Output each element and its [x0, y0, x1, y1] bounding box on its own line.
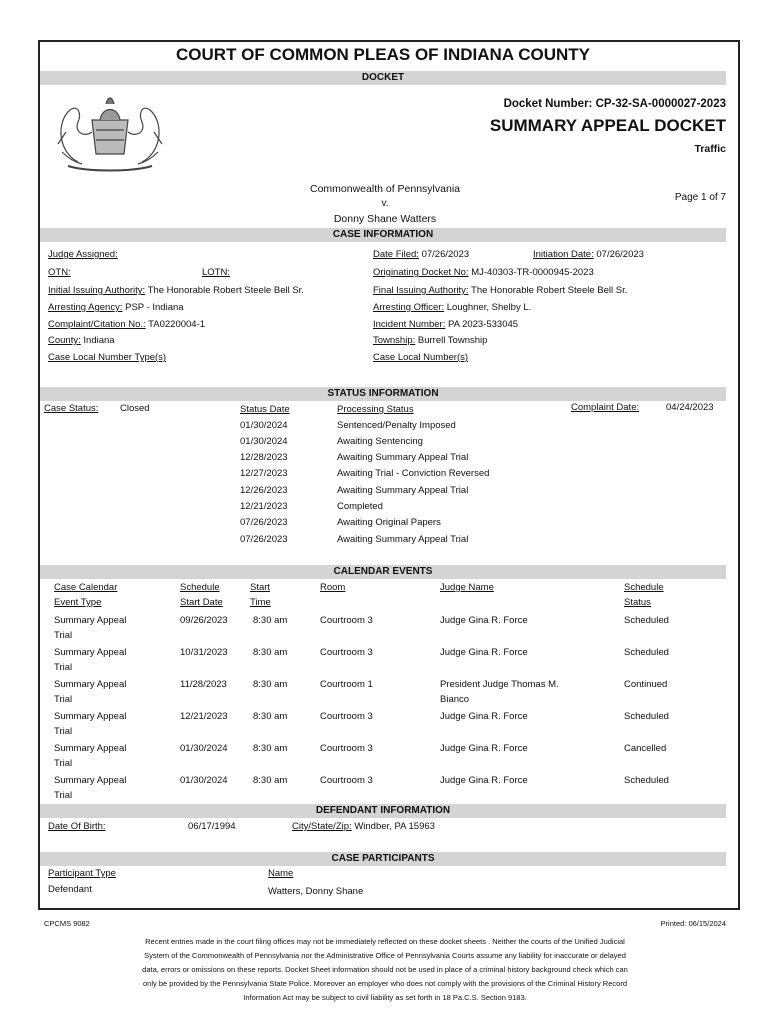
status-row: [337, 468, 489, 479]
status-row: [337, 436, 423, 447]
status-date: 01/30/2024: [240, 420, 288, 431]
status-row: [240, 420, 288, 431]
final-issuing-authority: [373, 285, 627, 296]
case-local-numbers-label: Case Local Number(s): [373, 352, 469, 363]
initiation-date-value: 07/26/2023: [596, 249, 644, 260]
event-date: 09/26/2023: [180, 615, 228, 626]
status-row: [240, 436, 288, 447]
event-room: Courtroom 1: [320, 679, 373, 690]
status-row: [240, 485, 288, 496]
processing-status: Awaiting Original Papers: [337, 517, 441, 528]
case-participants-bar: CASE PARTICIPANTS: [40, 852, 726, 866]
case-local-number-type-label: Case Local Number Type(s): [48, 352, 167, 363]
complaint-citation-value: TA0220004-1: [148, 319, 206, 330]
event-judge: Judge Gina R. Force: [440, 775, 528, 786]
docket-type: SUMMARY APPEAL DOCKET: [489, 116, 726, 135]
caption-defendant: Donny Shane Watters: [333, 213, 437, 225]
event-type: Summary Appeal: [54, 775, 127, 786]
caption-versus: v.: [381, 198, 389, 209]
county-label: County:: [48, 335, 81, 346]
event-type: Summary Appeal: [54, 679, 127, 690]
event-time: 8:30 am: [253, 743, 288, 754]
event-room: Courtroom 3: [320, 743, 373, 754]
case-information-bar: CASE INFORMATION: [40, 228, 726, 242]
processing-status: Awaiting Summary Appeal Trial: [337, 452, 469, 463]
status-row: [240, 452, 288, 463]
status-row: [240, 534, 288, 545]
initial-issuing-authority-value: The Honorable Robert Steele Bell Sr.: [147, 285, 304, 296]
start-time-header-1: Start: [250, 582, 271, 593]
event-type-cont: Trial: [54, 726, 73, 737]
city-state-zip-value: Windber, PA 15963: [354, 821, 435, 832]
status-date: 07/26/2023: [240, 517, 288, 528]
arresting-officer: [373, 302, 531, 313]
event-time: 8:30 am: [253, 775, 288, 786]
event-date: 01/30/2024: [180, 775, 228, 786]
event-status: Scheduled: [624, 647, 669, 658]
originating-docket-label: Originating Docket No:: [373, 267, 469, 278]
status-date: 01/30/2024: [240, 436, 288, 447]
event-room: Courtroom 3: [320, 775, 373, 786]
status-date: 12/21/2023: [240, 501, 288, 512]
event-date: 12/21/2023: [180, 711, 228, 722]
case-status-label: Case Status:: [44, 403, 99, 414]
event-date: 10/31/2023: [180, 647, 228, 658]
event-date: 11/28/2023: [180, 679, 227, 690]
arresting-officer-value: Loughner, Shelby L.: [446, 302, 532, 313]
status-information-bar: STATUS INFORMATION: [40, 387, 726, 401]
event-status: Continued: [624, 679, 668, 690]
start-date-header-2: Start Date: [180, 597, 223, 608]
form-id: CPCMS 9082: [44, 919, 90, 928]
township-label: Township:: [373, 335, 416, 346]
event-room: Courtroom 3: [320, 647, 373, 658]
participant-name: Watters, Donny Shane: [268, 886, 364, 897]
judge-name-header: Judge Name: [440, 582, 494, 593]
event-type: Summary Appeal: [54, 743, 127, 754]
processing-status: Completed: [337, 501, 383, 512]
status-row: [337, 517, 441, 528]
event-judge: President Judge Thomas M.: [440, 679, 559, 690]
event-room: Courtroom 3: [320, 711, 373, 722]
event-type-cont: Trial: [54, 694, 73, 705]
participant-type: Defendant: [48, 884, 92, 895]
event-room: Courtroom 3: [320, 615, 373, 626]
status-date: 12/26/2023: [240, 485, 288, 496]
docket-bar: DOCKET: [40, 71, 726, 85]
event-type-header-1: Case Calendar: [54, 582, 118, 593]
disclaimer-line: Recent entries made in the court filing offices may not be immediately reflected on these docket sheets . Neither the courts of the Unified Judicial: [145, 937, 625, 946]
status-row: [240, 517, 288, 528]
arresting-agency: [48, 302, 184, 313]
status-row: [240, 501, 288, 512]
township-value: Burrell Township: [417, 335, 488, 346]
arresting-agency-label: Arresting Agency:: [48, 302, 123, 313]
disclaimer-line: Information Act may be subject to civil liability as set forth in 18 Pa.C.S. Section 9183.: [243, 993, 527, 1002]
processing-status: Awaiting Summary Appeal Trial: [337, 534, 469, 545]
final-issuing-authority-label: Final Issuing Authority:: [373, 285, 469, 296]
date-filed-value: 07/26/2023: [421, 249, 470, 260]
event-time: 8:30 am: [253, 711, 288, 722]
printed-date: Printed: 06/15/2024: [660, 919, 726, 928]
case-category: Traffic: [694, 143, 726, 155]
city-state-zip-label: City/State/Zip:: [292, 821, 352, 832]
county: [48, 335, 115, 346]
status-row: [337, 452, 468, 463]
event-date: 01/30/2024: [180, 743, 228, 754]
originating-docket-value: MJ-40303-TR-0000945-2023: [471, 267, 594, 278]
event-status: Scheduled: [624, 615, 669, 626]
complaint-date-label: Complaint Date:: [571, 402, 640, 413]
event-time: 8:30 am: [253, 615, 288, 626]
city-state-zip: [292, 821, 435, 832]
status-row: [240, 468, 288, 479]
judge-assigned-label: Judge Assigned:: [48, 249, 118, 260]
court-title: COURT OF COMMON PLEAS OF INDIANA COUNTY: [176, 45, 590, 64]
status-row: [337, 534, 468, 545]
initiation-date-label: Initiation Date:: [533, 249, 594, 260]
schedule-status-header-2: Status: [624, 597, 651, 608]
dob-label: Date Of Birth:: [48, 821, 106, 832]
complaint-date-value: 04/24/2023: [666, 402, 714, 413]
processing-status: Awaiting Sentencing: [337, 436, 423, 447]
caption-plaintiff: Commonwealth of Pennsylvania: [310, 183, 460, 195]
dob-value: 06/17/1994: [188, 821, 236, 832]
date-filed: [373, 249, 469, 260]
event-time: 8:30 am: [253, 679, 288, 690]
county-value: Indiana: [83, 335, 115, 346]
event-type-cont: Trial: [54, 630, 73, 641]
processing-status: Sentenced/Penalty Imposed: [337, 420, 456, 431]
event-status: Scheduled: [624, 775, 669, 786]
lotn-label: LOTN:: [202, 267, 230, 278]
otn-label: OTN:: [48, 267, 71, 278]
incident-number-label: Incident Number:: [373, 319, 446, 330]
event-judge-cont: Bianco: [440, 694, 470, 705]
incident-number-value: PA 2023-533045: [447, 319, 519, 330]
disclaimer-line: data, errors or omissions on these reports. Docket Sheet information should not be used in place of a criminal history background check which can: [142, 965, 628, 974]
defendant-information-bar: DEFENDANT INFORMATION: [40, 804, 726, 818]
status-date: 12/28/2023: [240, 452, 288, 463]
township: [373, 335, 487, 346]
complaint-citation-label: Complaint/Citation No.:: [48, 319, 146, 330]
start-time-header-2: Time: [250, 597, 271, 608]
arresting-officer-label: Arresting Officer:: [373, 302, 445, 313]
event-time: 8:30 am: [253, 647, 288, 658]
event-type-cont: Trial: [54, 758, 73, 769]
event-status: Scheduled: [624, 711, 669, 722]
final-issuing-authority-value: The Honorable Robert Steele Bell Sr.: [471, 285, 628, 296]
status-date: 07/26/2023: [240, 534, 288, 545]
event-judge: Judge Gina R. Force: [440, 743, 528, 754]
participant-name-header: Name: [268, 868, 294, 879]
date-filed-label: Date Filed:: [373, 249, 419, 260]
processing-status-header: Processing Status: [337, 404, 414, 415]
status-row: [337, 420, 456, 431]
initial-issuing-authority-label: Initial Issuing Authority:: [48, 285, 146, 296]
schedule-status-header-1: Schedule: [624, 582, 664, 593]
disclaimer-line: only be provided by the Pennsylvania State Police. Moreover an employer who does not comply with the provisions of the Criminal History Record: [143, 979, 627, 988]
calendar-events-bar: CALENDAR EVENTS: [40, 565, 726, 579]
initiation-date: [533, 249, 644, 260]
event-status: Cancelled: [624, 743, 667, 754]
docket-number: Docket Number: CP-32-SA-0000027-2023: [503, 98, 726, 110]
arresting-agency-value: PSP - Indiana: [125, 302, 184, 313]
complaint-citation: [48, 319, 205, 330]
event-type-cont: Trial: [54, 790, 73, 801]
participant-type-header: Participant Type: [48, 868, 116, 879]
event-judge: Judge Gina R. Force: [440, 615, 528, 626]
event-type: Summary Appeal: [54, 711, 127, 722]
status-date-header: Status Date: [240, 404, 290, 415]
originating-docket: [373, 267, 594, 278]
incident-number: [373, 319, 518, 330]
start-date-header-1: Schedule: [180, 582, 220, 593]
case-status-value: Closed: [120, 403, 150, 414]
page-indicator: Page 1 of 7: [674, 192, 726, 203]
initial-issuing-authority: [48, 285, 304, 296]
pennsylvania-seal: [48, 92, 172, 174]
event-type: Summary Appeal: [54, 615, 127, 626]
disclaimer-line: System of the Commonwealth of Pennsylvania nor the Administrative Office of Pennsylvania Courts assume any liability for inaccurate or delayed: [144, 951, 626, 960]
status-row: [337, 485, 468, 496]
status-date: 12/27/2023: [240, 468, 288, 479]
processing-status: Awaiting Trial - Conviction Reversed: [337, 468, 490, 479]
event-judge: Judge Gina R. Force: [440, 647, 528, 658]
processing-status: Awaiting Summary Appeal Trial: [337, 485, 469, 496]
event-type-header-2: Event Type: [54, 597, 102, 608]
event-type-cont: Trial: [54, 662, 73, 673]
event-judge: Judge Gina R. Force: [440, 711, 528, 722]
room-header: Room: [320, 582, 346, 593]
status-row: [337, 501, 383, 512]
event-type: Summary Appeal: [54, 647, 127, 658]
